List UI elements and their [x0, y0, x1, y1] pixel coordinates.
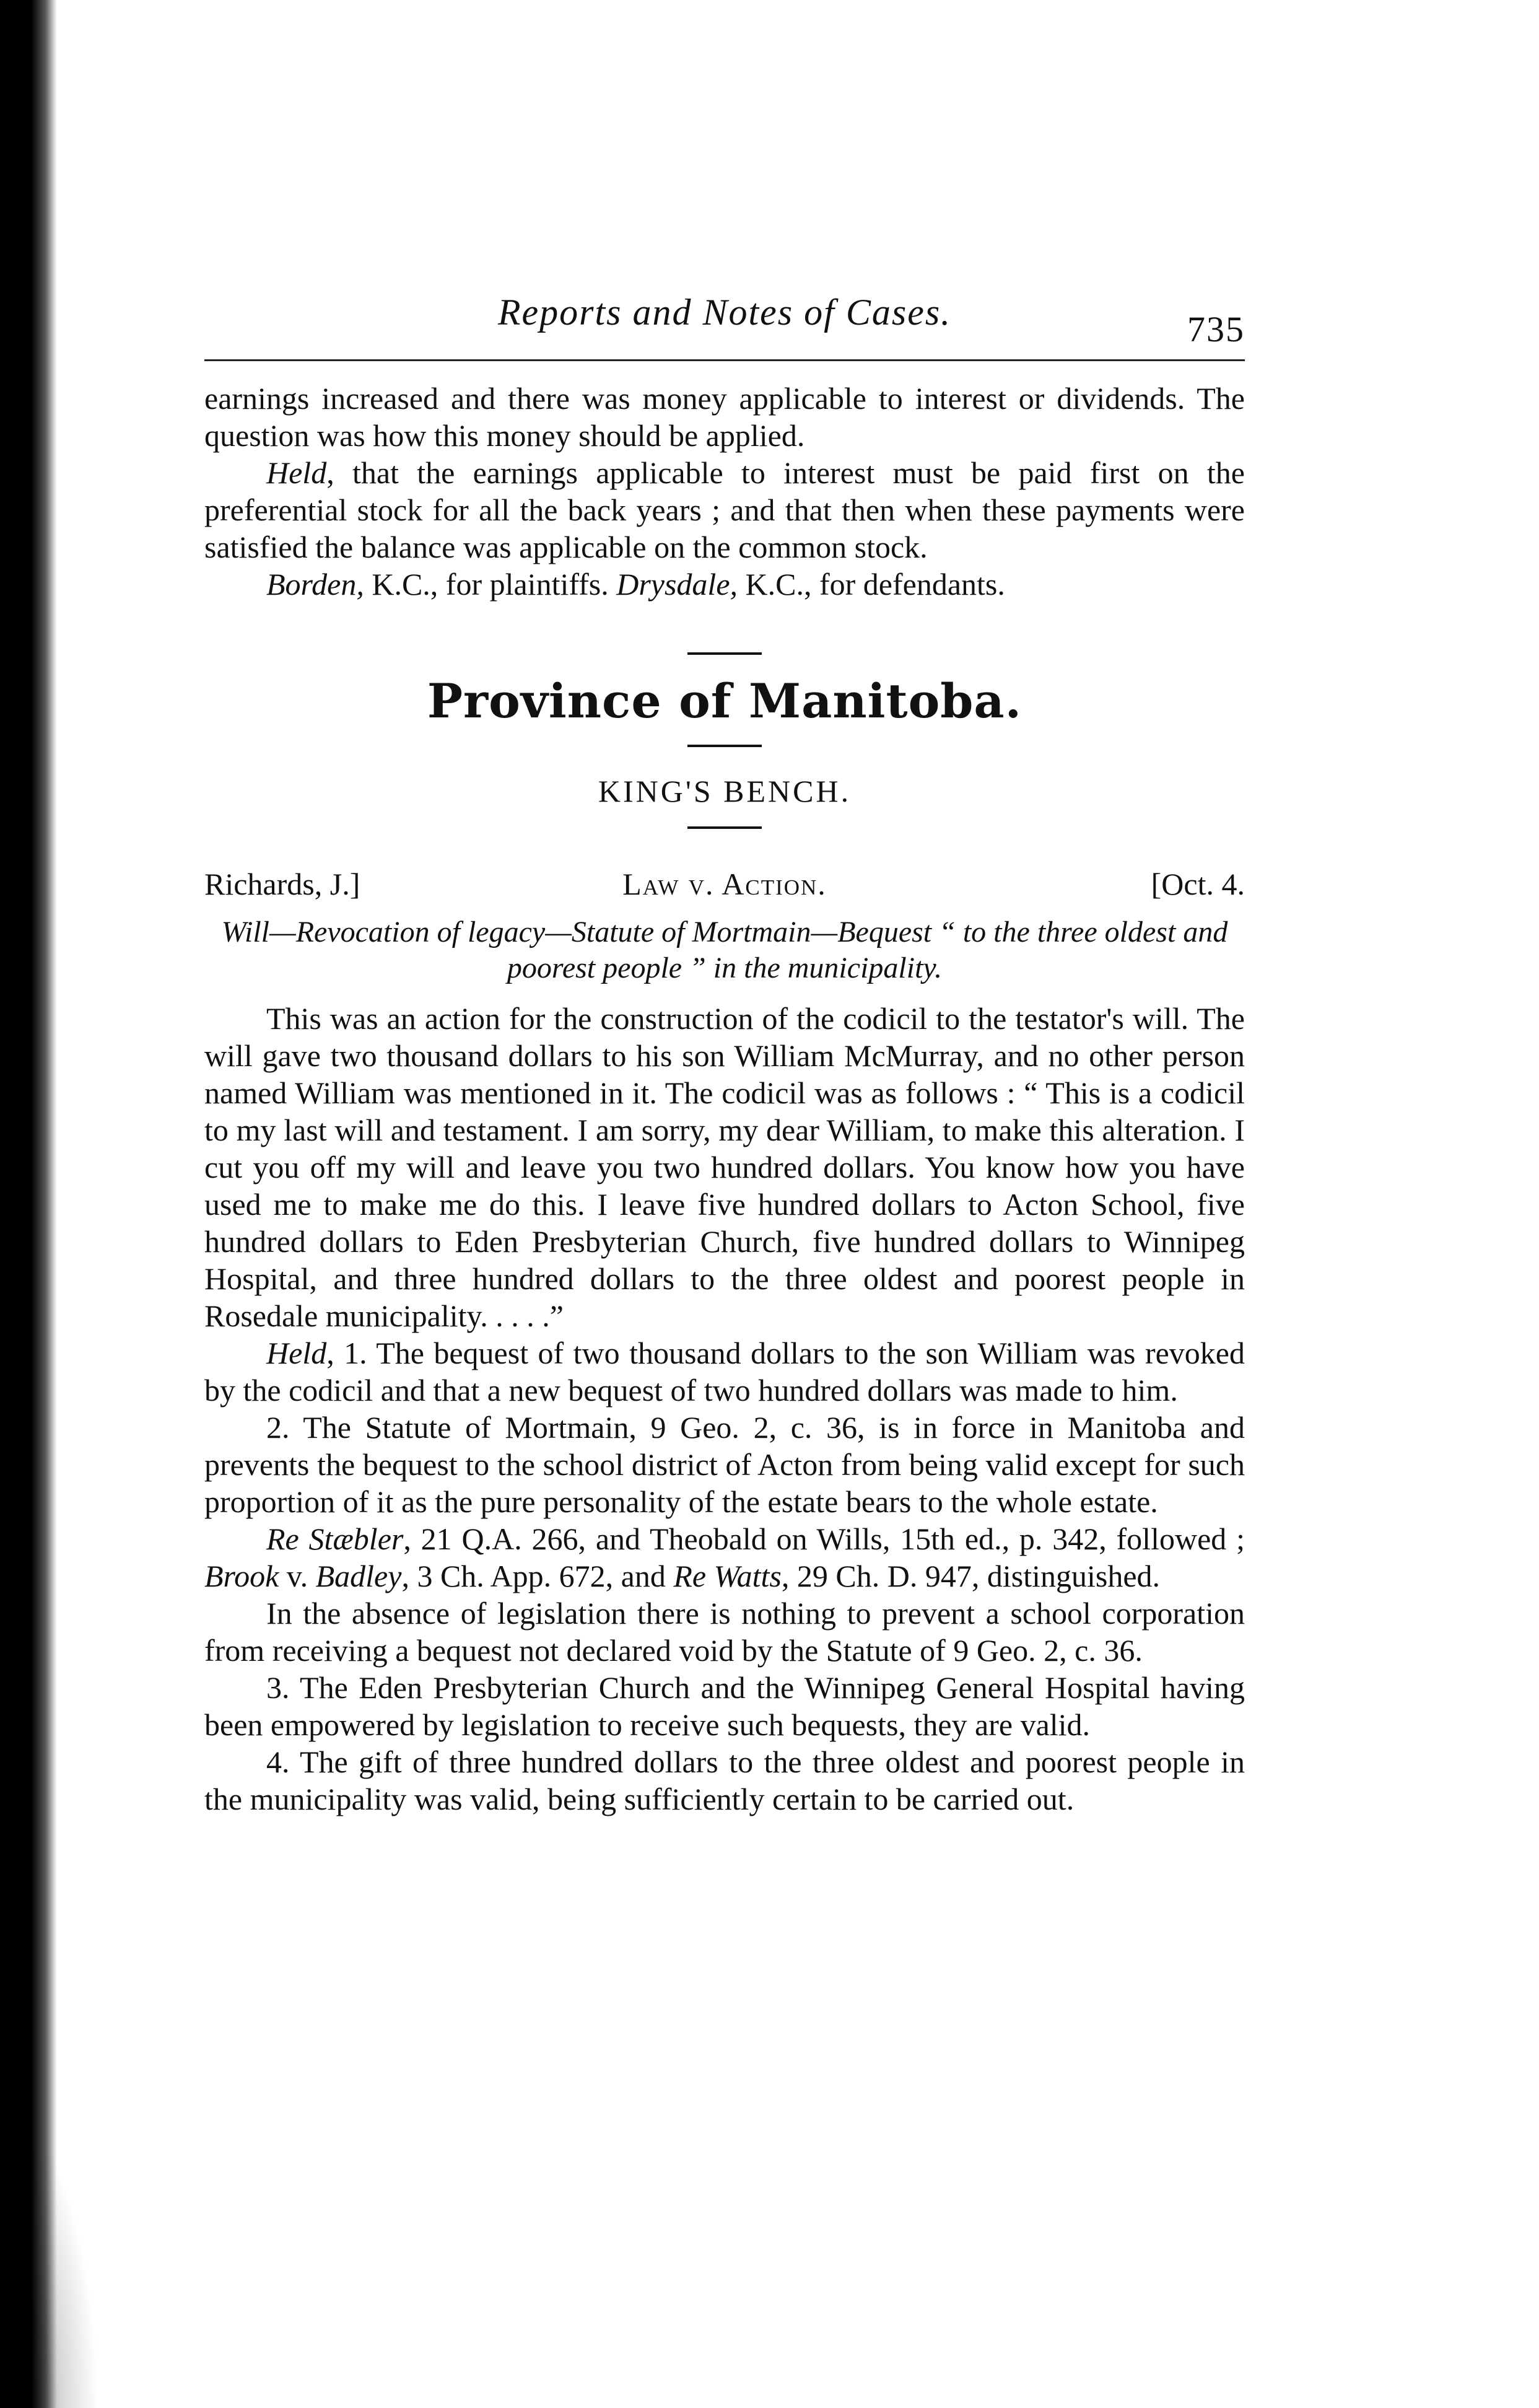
- counsel-line: [204, 566, 1245, 603]
- absence-paragraph: In the absence of legislation there is nothing to prevent a school corporation from receiving a bequest not declared void by the Statute of 9 Geo. 2, c. 36.: [204, 1596, 1245, 1668]
- section-divider: [687, 745, 762, 747]
- counsel-name: Borden,: [266, 567, 364, 602]
- header-rule: [204, 359, 1245, 361]
- citation-text: , 29 Ch. D. 947, distinguished.: [781, 1559, 1161, 1593]
- section-divider: [687, 826, 762, 829]
- headnote: Will—Revocation of legacy—Statute of Mortmain—Bequest “ to the three oldest and poorest people ” in the municipality.: [221, 916, 1228, 984]
- citation: Badley: [315, 1559, 402, 1593]
- held-label: Held: [266, 1336, 327, 1370]
- counsel-role: K.C., for defendants.: [738, 567, 1005, 602]
- province-heading: Province of Manitoba.: [427, 673, 1022, 729]
- case-date: [Oct. 4.: [1151, 867, 1245, 901]
- scan-shadow: [0, 2106, 99, 2408]
- citations: [204, 1520, 1245, 1595]
- page-number: 735: [1187, 309, 1245, 349]
- case-line: [204, 866, 1245, 906]
- held-paragraph: [204, 454, 1245, 566]
- scan-dark-edge: [0, 0, 57, 2408]
- held-text: , that the earnings applicable to interest must be paid first on the preferential stock for all the back years ; and that then when these payments were satisfied the balance was applicable on the common stock.: [204, 455, 1245, 564]
- holding-text: , 1. The bequest of two thousand dollars to the son William was revoked by the codicil and that a new bequest of two hundred dollars was made to him.: [204, 1336, 1245, 1408]
- held-label: Held: [266, 455, 327, 490]
- paragraph: earnings increased and there was money applicable to interest or dividends. The question was how this money should be applied.: [204, 381, 1245, 453]
- judge: Richards, J.]: [204, 867, 360, 901]
- running-head: [204, 291, 1245, 359]
- page: [204, 291, 1245, 1818]
- citation-text: , 21 Q.A. 266, and Theobald on Wills, 15th ed., p. 342, followed ;: [403, 1521, 1245, 1556]
- facts-paragraph: This was an action for the construction of the codicil to the testator's will. The will gave two thousand dollars to his son William McMurray, and no other person named William was mentioned in it. The codicil was as follows : “ This is a codicil to my last will and testament. I am sorry, my dear William, to make this alteration. I cut you off my will and leave you two hundred dollars. You know how you have used me to make me do this. I leave five hundred dollars to Acton School, five hundred dollars to Eden Presbyterian Church, five hundred dollars to Winnipeg Hospital, and three hundred dollars to the three oldest and poorest people in Rosedale municipality. . . . .”: [204, 1001, 1245, 1333]
- citation-text: , 3 Ch. App. 672, and: [401, 1559, 674, 1593]
- citation: Re Stæbler: [266, 1521, 404, 1556]
- holding-2: 2. The Statute of Mortmain, 9 Geo. 2, c. 36, is in force in Manitoba and prevents the bequest to the school district of Acton from being valid except for such proportion of it as the pure personality of the estate bears to the whole estate.: [204, 1410, 1245, 1519]
- case-name: Law v. Action.: [622, 867, 827, 901]
- citation: Brook: [204, 1559, 279, 1593]
- counsel-role: K.C., for plaintiffs.: [364, 567, 617, 602]
- holding-4: 4. The gift of three hundred dollars to the three oldest and poorest people in the municipality was valid, being sufficiently certain to be carried out.: [204, 1745, 1245, 1816]
- court-heading: KING'S BENCH.: [598, 774, 852, 808]
- holding-3: 3. The Eden Presbyterian Church and the Winnipeg General Hospital having been empowered by legislation to receive such bequests, they are valid.: [204, 1670, 1245, 1742]
- counsel-name: Drysdale,: [616, 567, 738, 602]
- holding-1: [204, 1334, 1245, 1409]
- citation: Re Watts: [673, 1559, 782, 1593]
- running-title: Reports and Notes of Cases.: [497, 292, 952, 333]
- section-divider: [687, 652, 762, 655]
- citation-text: v.: [279, 1559, 316, 1593]
